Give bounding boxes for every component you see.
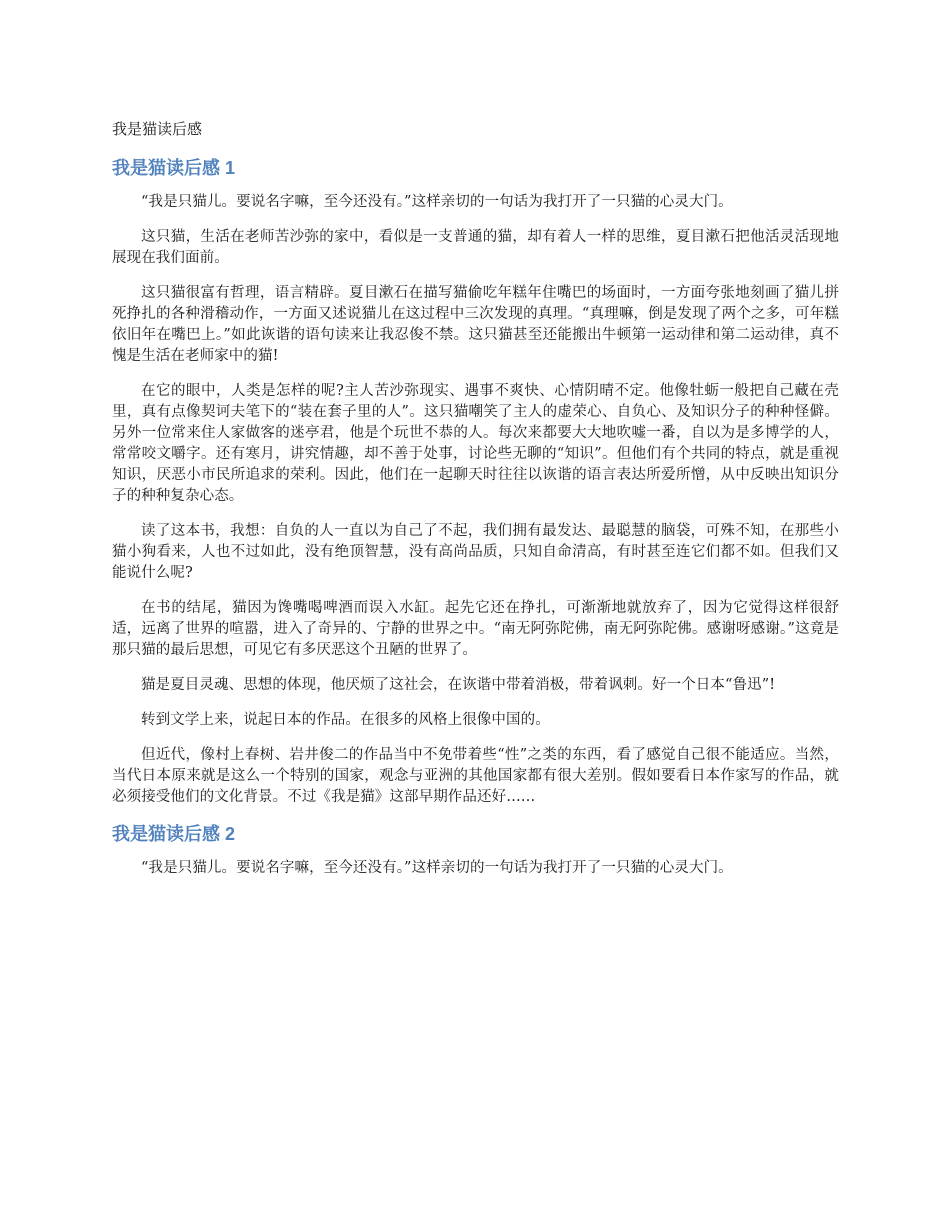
paragraph: 这只猫，生活在老师苦沙弥的家中，看似是一支普通的猫，却有着人一样的思维，夏目漱石把他活灵活现地展现在我们面前。 <box>112 229 839 266</box>
paragraph: 在它的眼中，人类是怎样的呢?主人苦沙弥现实、遇事不爽快、心情阴晴不定。他像牡蛎一般把自己藏在壳里，真有点像契诃夫笔下的“装在套子里的人”。这只猫嘲笑了主人的虚荣心、自负心、及知识分子的种种怪僻。另外一位常来住人家做客的迷亭君，他是个玩世不恭的人。每次来都要大大地吹嘘一番，自以为是多博学的人，常常咬文嚼字。还有寒月，讲究情趣，却不善于处事，讨论些无聊的“知识”。但他们有个共同的特点，就是重视知识，厌恶小市民所追求的荣利。因此，他们在一起聊天时往往以诙谐的语言表达所爱所憎，从中反映出知识分子的种种复杂心态。 <box>112 383 839 504</box>
section-1 <box>112 156 839 808</box>
paragraph: 读了这本书，我想：自负的人一直以为自己了不起，我们拥有最发达、最聪慧的脑袋，可殊不知，在那些小猫小狗看来，人也不过如此，没有绝顶智慧，没有高尚品质，只知自命清高，有时甚至连它们都不如。但我们又能说什么呢? <box>112 523 839 581</box>
paragraph: 这只猫很富有哲理，语言精辟。夏目漱石在描写猫偷吃年糕年住嘴巴的场面时，一方面夸张地刻画了猫儿拼死挣扎的各种滑稽动作，一方面又述说猫儿在这过程中三次发现的真理。“真理嘛，倒是发现了两个之多，可年糕依旧年在嘴巴上。”如此诙谐的语句读来让我忍俊不禁。这只猫甚至还能搬出牛顿第一运动律和第二运动律，真不愧是生活在老师家中的猫! <box>112 285 839 364</box>
paragraph: 猫是夏目灵魂、思想的体现，他厌烦了这社会，在诙谐中带着消极，带着讽刺。好一个日本“鲁迅”! <box>141 677 776 693</box>
document-page <box>112 118 839 893</box>
section-heading: 我是猫读后感 2 <box>112 824 236 844</box>
section-heading: 我是猫读后感 1 <box>112 158 236 178</box>
paragraph: “我是只猫儿。要说名字嘛，至今还没有。”这样亲切的一句话为我打开了一只猫的心灵大门。 <box>141 860 733 876</box>
paragraph: 但近代，像村上春树、岩井俊二的作品当中不免带着些“性”之类的东西，看了感觉自己很不能适应。当然，当代日本原来就是这么一个特别的国家，观念与亚洲的其他国家都有很大差别。假如要看日本作家写的作品，就必须接受他们的文化背景。不过《我是猫》这部早期作品还好…… <box>112 747 839 805</box>
document-title: 我是猫读后感 <box>112 120 203 138</box>
paragraph: 在书的结尾，猫因为馋嘴喝啤酒而误入水缸。起先它还在挣扎，可渐渐地就放弃了，因为它觉得这样很舒适，远离了世界的喧嚣，进入了奇异的、宁静的世界之中。“南无阿弥陀佛，南无阿弥陀佛。感谢呀感谢。”这竟是那只猫的最后思想，可见它有多厌恶这个丑陋的世界了。 <box>112 600 839 658</box>
section-2 <box>112 822 839 879</box>
paragraph: “我是只猫儿。要说名字嘛，至今还没有。”这样亲切的一句话为我打开了一只猫的心灵大门。 <box>141 194 733 210</box>
paragraph: 转到文学上来，说起日本的作品。在很多的风格上很像中国的。 <box>141 712 550 728</box>
